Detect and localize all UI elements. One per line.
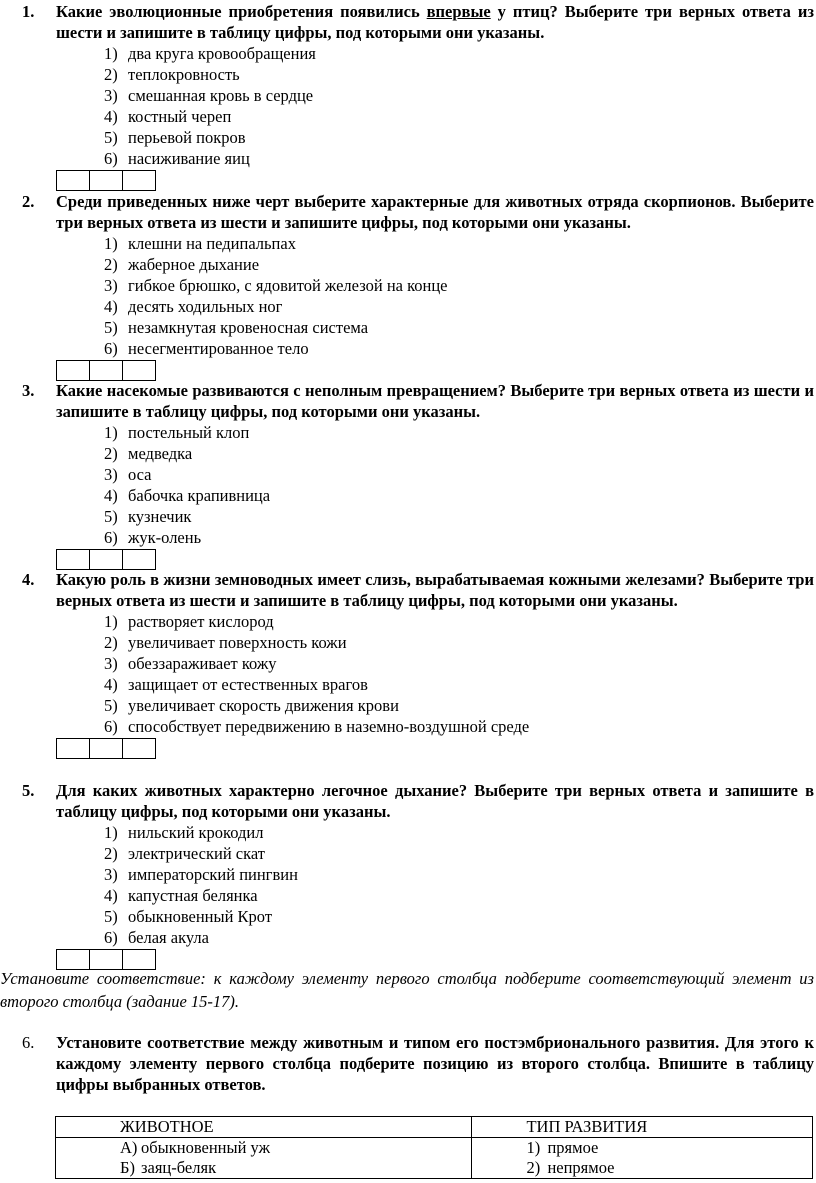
list-item: [526, 1158, 812, 1178]
option-item: [104, 64, 814, 85]
option-text: насиживание яиц: [128, 149, 250, 168]
option-text: императорский пингвин: [128, 865, 298, 884]
option-number: 1): [104, 234, 118, 253]
option-number: 6): [104, 149, 118, 168]
question-header: [22, 380, 814, 422]
answer-cell[interactable]: [122, 170, 156, 191]
option-text: обыкновенный Крот: [128, 907, 273, 926]
option-item: [104, 864, 814, 885]
option-item: [104, 632, 814, 653]
options-list: [22, 822, 814, 948]
answer-cell[interactable]: [56, 360, 90, 381]
table-header-row: [56, 1117, 813, 1138]
question-header: [22, 1032, 814, 1095]
matching-instruction: Установите соответствие: к каждому элементу первого столбца подберите соответствующий элемент из второго столбца (задание 15-17).: [0, 969, 814, 1011]
underlined-word: впервые: [426, 2, 491, 21]
option-text: обеззараживает кожу: [128, 654, 277, 673]
option-number: 3): [104, 276, 118, 295]
option-item: [104, 85, 814, 106]
option-text: смешанная кровь в сердце: [128, 86, 314, 105]
option-text: белая акула: [128, 928, 209, 947]
option-text: бабочка крапивница: [128, 486, 271, 505]
question-text: Какие насекомые развиваются с неполным превращением? Выберите три верных ответа из шести и запишите в таблицу цифры, под которыми они указаны.: [56, 381, 814, 421]
option-number: 4): [104, 675, 118, 694]
option-text: капустная белянка: [128, 886, 258, 905]
option-text: нильский крокодил: [128, 823, 264, 842]
option-item: [104, 317, 814, 338]
question-6: [22, 1032, 814, 1095]
options-list: [22, 43, 814, 169]
answer-boxes: [56, 549, 814, 570]
animal-list: [56, 1138, 472, 1179]
question-header: [22, 780, 814, 822]
option-number: 1): [104, 823, 118, 842]
table-row: [56, 1138, 813, 1179]
answer-cell[interactable]: [56, 170, 90, 191]
option-item: [104, 485, 814, 506]
item-number: 2): [526, 1158, 541, 1177]
question-4: [22, 569, 814, 759]
option-text: медведка: [128, 444, 193, 463]
question-2: [22, 191, 814, 381]
item-letter: А): [120, 1138, 138, 1157]
option-number: 5): [104, 318, 118, 337]
option-number: 4): [104, 886, 118, 905]
header-animal: ЖИВОТНОЕ: [56, 1117, 472, 1138]
option-text: незамкнутая кровеносная система: [128, 318, 369, 337]
question-text: Для каких животных характерно легочное дыхание? Выберите три верных ответа и запишите в таблицу цифры, под которыми они указаны.: [56, 781, 814, 821]
answer-cell[interactable]: [56, 549, 90, 570]
option-item: [104, 233, 814, 254]
option-item: [104, 422, 814, 443]
option-item: [104, 43, 814, 64]
option-item: [104, 527, 814, 548]
option-text: клешни на педипальпах: [128, 234, 296, 253]
option-text: теплокровность: [128, 65, 240, 84]
option-text: способствует передвижению в наземно-воздушной среде: [128, 717, 530, 736]
option-item: [104, 822, 814, 843]
option-number: 2): [104, 633, 118, 652]
item-text: заяц-беляк: [141, 1158, 217, 1177]
option-text: гибкое брюшко, с ядовитой железой на конце: [128, 276, 448, 295]
option-text: десять ходильных ног: [128, 297, 283, 316]
option-number: 6): [104, 928, 118, 947]
option-text: два круга кровообращения: [128, 44, 316, 63]
question-text: Какую роль в жизни земноводных имеет слизь, вырабатываемая кожными железами? Выберите три верных ответа из шести и запишите в таблицу цифры, под которыми они указаны.: [56, 570, 814, 610]
item-text: обыкновенный уж: [141, 1138, 270, 1157]
option-item: [104, 843, 814, 864]
option-item: [104, 275, 814, 296]
option-item: [104, 106, 814, 127]
answer-cell[interactable]: [89, 549, 123, 570]
question-text-part: Какие эволюционные приобретения появились: [56, 2, 427, 21]
answer-cell[interactable]: [56, 738, 90, 759]
option-item: [104, 148, 814, 169]
option-text: постельный клоп: [128, 423, 250, 442]
option-text: костный череп: [128, 107, 232, 126]
question-header: [22, 569, 814, 611]
options-list: [22, 422, 814, 548]
option-text: перьевой покров: [128, 128, 246, 147]
option-item: [104, 611, 814, 632]
matching-table: [55, 1116, 813, 1179]
question-number: 1.: [22, 2, 35, 21]
options-list: [22, 233, 814, 359]
answer-boxes: [56, 738, 814, 759]
answer-cell[interactable]: [89, 360, 123, 381]
option-number: 5): [104, 128, 118, 147]
option-number: 6): [104, 717, 118, 736]
option-item: [104, 927, 814, 948]
option-item: [104, 296, 814, 317]
question-number: 6.: [22, 1033, 35, 1052]
option-number: 4): [104, 107, 118, 126]
answer-cell[interactable]: [89, 738, 123, 759]
question-text-part: у птиц? Выберите три верных ответа из шести и запишите в таблицу цифры, под которыми они указаны.: [56, 2, 814, 42]
item-text: прямое: [547, 1138, 599, 1157]
question-number: 5.: [22, 781, 35, 800]
question-text: Среди приведенных ниже черт выберите характерные для животных отряда скорпионов. Выберите три верных ответа из шести и запишите цифры, под которыми они указаны.: [56, 192, 814, 232]
option-number: 2): [104, 844, 118, 863]
question-1: [22, 1, 814, 191]
option-number: 3): [104, 865, 118, 884]
answer-cell[interactable]: [122, 549, 156, 570]
option-number: 3): [104, 86, 118, 105]
option-number: 6): [104, 528, 118, 547]
development-type-list: [472, 1138, 813, 1179]
option-text: несегментированное тело: [128, 339, 309, 358]
option-text: жук-олень: [128, 528, 202, 547]
question-3: [22, 380, 814, 570]
option-item: [104, 695, 814, 716]
option-number: 2): [104, 65, 118, 84]
option-text: жаберное дыхание: [128, 255, 260, 274]
question-number: 3.: [22, 381, 35, 400]
option-number: 1): [104, 44, 118, 63]
option-number: 6): [104, 339, 118, 358]
question-header: [22, 191, 814, 233]
answer-cell[interactable]: [89, 170, 123, 191]
option-text: электрический скат: [128, 844, 265, 863]
option-number: 3): [104, 465, 118, 484]
answer-cell[interactable]: [122, 360, 156, 381]
option-item: [104, 906, 814, 927]
item-text: непрямое: [547, 1158, 615, 1177]
option-number: 3): [104, 654, 118, 673]
option-text: кузнечик: [128, 507, 192, 526]
option-number: 2): [104, 255, 118, 274]
option-number: 1): [104, 612, 118, 631]
option-item: [104, 127, 814, 148]
option-text: растворяет кислород: [128, 612, 274, 631]
option-number: 1): [104, 423, 118, 442]
option-item: [104, 506, 814, 527]
question-number: 2.: [22, 192, 35, 211]
option-item: [104, 443, 814, 464]
answer-cell[interactable]: [122, 738, 156, 759]
question-text: [56, 1, 814, 43]
question-number: 4.: [22, 570, 35, 589]
header-development-type: ТИП РАЗВИТИЯ: [472, 1117, 813, 1138]
option-text: оса: [128, 465, 152, 484]
option-number: 5): [104, 907, 118, 926]
question-5: [22, 780, 814, 970]
option-item: [104, 674, 814, 695]
item-number: 1): [526, 1138, 541, 1157]
list-item: [120, 1138, 471, 1158]
answer-boxes: [56, 170, 814, 191]
item-letter: Б): [120, 1158, 135, 1177]
answer-boxes: [56, 360, 814, 381]
option-item: [104, 885, 814, 906]
option-item: [104, 653, 814, 674]
option-item: [104, 716, 814, 737]
option-number: 5): [104, 507, 118, 526]
option-number: 4): [104, 486, 118, 505]
list-item: [120, 1158, 471, 1178]
option-item: [104, 254, 814, 275]
option-text: увеличивает поверхность кожи: [128, 633, 347, 652]
question-header: [22, 1, 814, 43]
option-number: 2): [104, 444, 118, 463]
option-number: 5): [104, 696, 118, 715]
question-text: Установите соответствие между животным и типом его постэмбрионального развития. Для этого к каждому элементу первого столбца подберите позицию из второго столбца. Впишите в таблицу цифры выбранных ответов.: [56, 1033, 814, 1094]
option-text: защищает от естественных врагов: [128, 675, 368, 694]
option-item: [104, 464, 814, 485]
list-item: [526, 1138, 812, 1158]
option-number: 4): [104, 297, 118, 316]
option-item: [104, 338, 814, 359]
option-text: увеличивает скорость движения крови: [128, 696, 399, 715]
options-list: [22, 611, 814, 737]
